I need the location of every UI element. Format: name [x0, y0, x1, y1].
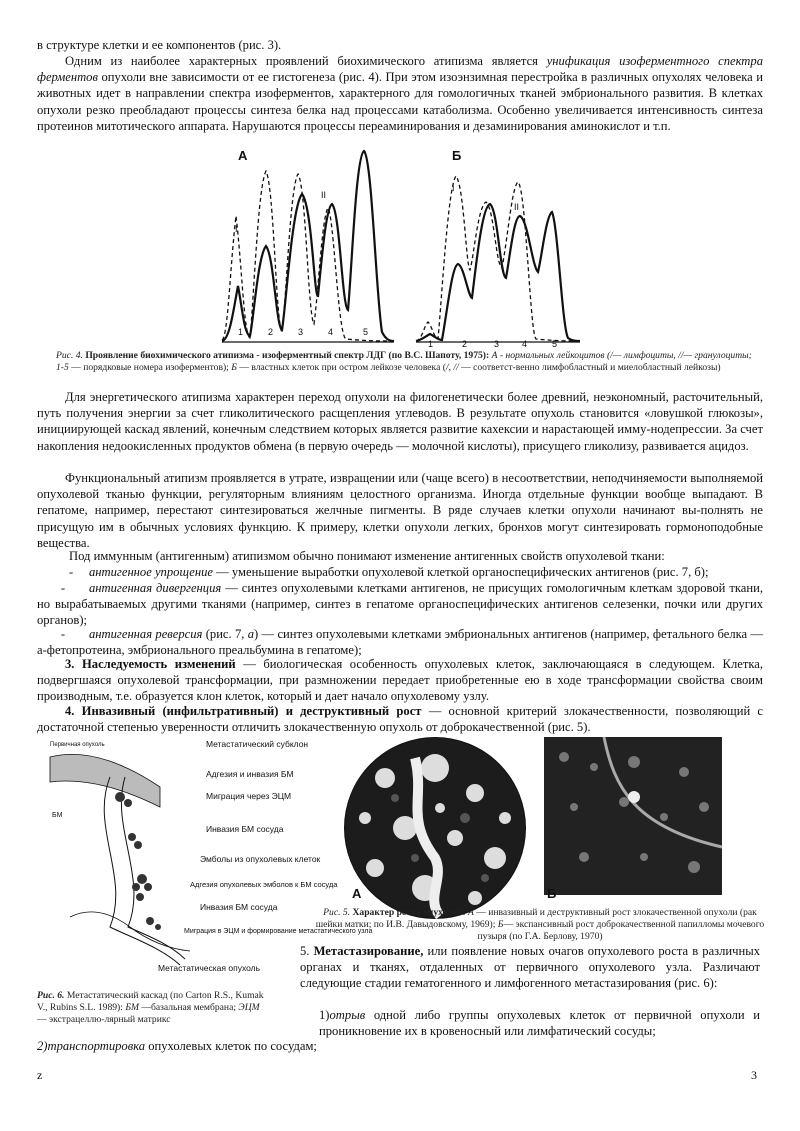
fig6-label-1: Адгезия и инвазия БМ	[206, 769, 294, 779]
paragraph-continuation: в структуре клетки и ее компонентов (рис. 3).	[37, 38, 282, 52]
fig4-panel-b-label: Б	[452, 148, 462, 163]
list-stage-1: 1)отрыв одной либо группы опухолевых клеток от первичной опухоли и проникновение их в кровеносный или лимфатический сосуды;	[319, 1008, 760, 1039]
fig6-label-primary-tumor: Первичная опухоль	[50, 742, 105, 748]
fig6-label-0: Метастатический субклон	[206, 739, 309, 749]
footer-mark: z	[37, 1068, 43, 1082]
list-stage-2: 2)транспортировка опухолевых клеток по сосудам;	[37, 1039, 317, 1053]
fig6-label-5: Адгезия опухолевых эмболов к БМ сосуда	[190, 880, 338, 889]
figure-5a-micrograph-invasive	[344, 737, 526, 919]
fig5-panel-b-label: Б	[547, 886, 557, 901]
figure-5-caption: Рис. 5. Характер роста опухолей: А — инвазивный и деструктивный рост злокачественной опухоли (рак шейки матки; по И.В. Давыдовскому, 1969); Б— экспансивный рост доброкачественной папилломы мочевого пузыря (по Г.А. Берлову, 1970)	[315, 907, 765, 942]
fig6-label-3: Инвазия БМ сосуда	[206, 824, 284, 834]
paragraph-heredity: 3. Наследуемость изменений — биологическая особенность опухолевых клеток, заключающаяся в следующем. Клетка, подвергшаяся опухолевой трансформации, при размножении передает приобретенные ею в ходе трансформации свойства своим производным, т.е. образуется клон клеток, который и дает начало опухолевому узлу.	[37, 657, 763, 704]
page-number: 3	[751, 1068, 757, 1082]
fig4-a-tick-3: 3	[298, 327, 304, 337]
fig4-a-tick-5: 5	[363, 327, 369, 337]
fig4-b-tick-3: 3	[494, 339, 500, 349]
fig4-panel-a-label: А	[238, 148, 248, 163]
list-item-antigen-simplification: - антигенное упрощение — уменьшение выработки опухолевой клеткой органоспецифических антигенов (рис. 7, б);	[69, 565, 709, 579]
paragraph-metastasis: 5. Метастазирование, или появление новых очагов опухолевого роста в различных органах и тканях, отдаленных от первичного опухолевого узла. Различают следующие стадии гематогенного и лимфогенного метастазирования (рис. 6):	[300, 944, 760, 991]
figure-5b-micrograph-expansive	[544, 737, 722, 895]
fig4-a-label-ii: II	[321, 190, 327, 200]
fig4-b-curve-lymphoblastic	[416, 176, 580, 341]
fig4-a-label-i: I	[235, 224, 238, 234]
paragraph-invasive-growth: 4. Инвазивный (инфильтративный) и деструктивный рост — основной критерий злокачественности, позволяющий с достаточной степенью уверенности отличить злокачественную опухоль от доброкачественной (рис. 5).	[37, 704, 763, 735]
fig4-b-tick-5: 5	[552, 339, 558, 349]
list-item-antigen-reversion: - антигенная реверсия (рис. 7, а) — синтез опухолевыми клетками эмбриональных антигенов (например, фетального белка — а-фетопротеина, эмбрионального преальбумина в гепатоме);	[37, 627, 764, 658]
fig6-label-2: Миграция через ЭЦМ	[206, 791, 292, 801]
fig6-label-6: Инвазия БМ сосуда	[200, 902, 278, 912]
fig4-b-ticks	[428, 339, 557, 349]
list-item-antigen-divergence: - антигенная дивергенция — синтез опухолевыми клетками антигенов, не присущих гомологичным клеткам здоровой ткани, но вырабатываемых другими тканями (например, синтез в гепатоме органоспецифических антигенов селезенки, почки или других органов);	[37, 581, 763, 628]
fig4-a-tick-2: 2	[268, 327, 274, 337]
figure-6-metastatic-cascade	[50, 737, 373, 977]
figure-4-isoenzyme-spectra	[216, 146, 586, 348]
fig4-a-curve-granulocytes	[222, 151, 394, 341]
figure-6-caption: Рис. 6. Метастатический каскад (по Carton R.S., Kumak V., Rubins S.L. 1989): БМ —базальная мембрана; ЭЦМ — экстрацеллю-лярный матрикс	[37, 990, 264, 1025]
fig6-label-bm: БМ	[52, 812, 63, 819]
fig4-b-curve-myeloblastic	[416, 204, 580, 341]
paragraph-energy-atypism: Для энергетического атипизма характерен переход опухоли на филогенетически более древний, неэкономный, расточительный, путь получения энергии за счет гликолитического расщепления углеводов. В результате опухоль становится «ловушкой глюкозы», инициирующей каскад явлений, конечным следствием которых является развитие кахексии и нарастающей имму-нодепрессии. За счет накопления недоокисленных продуктов обмена (в первую очередь — молочной кислоты), присущего гликолизу, развивается ацидоз.	[37, 390, 763, 453]
figure-4-caption: Рис. 4. Проявление биохимического атипизма - изоферментный спектр ЛДГ (по В.С. Шапоту, 1975): А - нормальных лейкоцитов (/— лимфоциты, //— гранулоциты; 1-5 — порядковые номера изоферментов); Б — властных клеток при остром лейкозе человека (/, // — соответст-венно лимфобластный и миелобластный лейкозы)	[56, 350, 752, 373]
fig4-a-ticks	[238, 327, 368, 337]
paragraph-biochemical-atypism: Одним из наиболее характерных проявлений биохимического атипизма является унификация изоферментного спектра ферментов опухоли вне зависимости от ее гистогенеза (рис. 4). При этом изоэнзимная перестройка в различных опухолях человека и животных идет в направлении спектра изоферментов, характерного для гомологичных тканей эмбрионального развития. В клетках опухоли резко преобладают процессы синтеза белка над процессами катаболизма. Особенно увеличивается интенсивность синтеза протеинов митотического аппарата. Нарушаются процессы переаминирования и дезаминирования аминокислот и т.п.	[37, 54, 763, 133]
fig4-a-tick-1: 1	[238, 327, 244, 337]
fig5-panel-a-label: А	[352, 886, 362, 901]
fig4-b-tick-2: 2	[462, 339, 468, 349]
fig4-b-label-i: I	[452, 183, 455, 193]
paragraph-immune-atypism: Под иммунным (антигенным) атипизмом обычно понимают изменение антигенных свойств опухолевой ткани:	[69, 549, 665, 563]
fig4-a-curve-lymphocytes	[222, 171, 394, 341]
paragraph-functional-atypism: Функциональный атипизм проявляется в утрате, извращении или (чаще всего) в несоответствии, неподчиняемости выполняемой опухолевой тканью функции, регуляторным влияниям целостного организма. Иногда отдельные функции вообще выпадают. В гепатоме, например, перестают синтезироваться желчные пигменты. В ряде случаев клетки опухоли начинают вы-полнять не присущую им в обычных условиях функцию. К примеру, клетки опухоли легких, бронхов могут синтезировать гормоноподобные вещества.	[37, 471, 763, 550]
fig6-label-4: Эмболы из опухолевых клеток	[200, 854, 321, 864]
fig4-b-tick-4: 4	[522, 339, 528, 349]
fig6-label-7: Миграция в ЭЦМ и формирование метастатического узла	[184, 928, 373, 935]
fig4-b-tick-1: 1	[428, 339, 434, 349]
fig4-a-tick-4: 4	[328, 327, 334, 337]
fig6-label-8: Метастатическая опухоль	[158, 963, 261, 973]
fig4-b-label-ii: II	[514, 202, 520, 212]
